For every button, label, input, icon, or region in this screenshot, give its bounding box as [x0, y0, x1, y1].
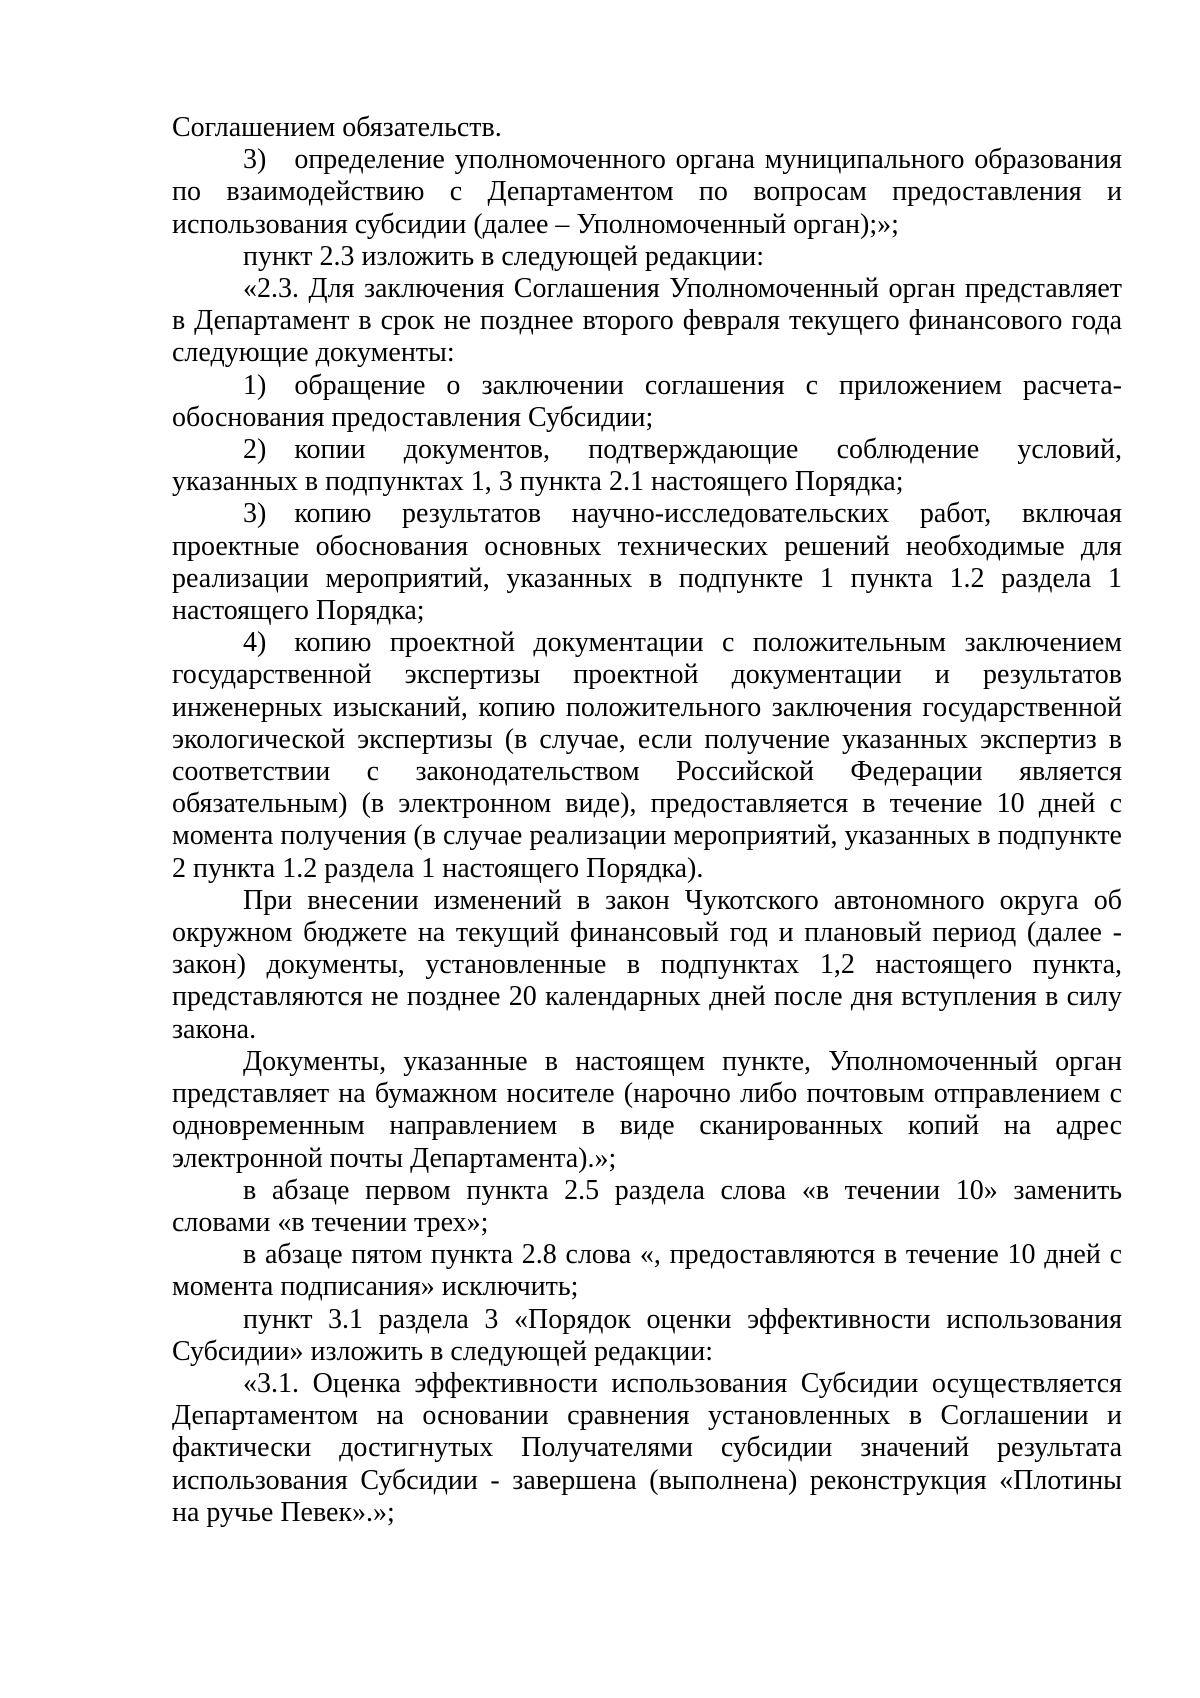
- list-item-3-authorized-body: 3) определение уполномоченного органа муниципального образования по взаимодействию с Департаментом по вопросам предоставления и использования субсидии (далее – Уполномоченный орган);»;: [172, 144, 1122, 240]
- paragraph-clause-2-5: в абзаце первом пункта 2.5 раздела слова «в течении 10» заменить словами «в течении трех»;: [172, 1174, 1122, 1238]
- paragraph-clause-3-1: «3.1. Оценка эффективности использования Субсидии осуществляется Департаментом на основании сравнения установленных в Соглашении и фактически достигнутых Получателями субсидии значений результата использования Субсидии - завершена (выполнена) реконструкция «Плотины на ручье Певек».»;: [172, 1367, 1122, 1528]
- list-item-3: 3) копию результатов научно-исследовательских работ, включая проектные обоснования основных технических решений необходимые для реализации мероприятий, указанных в подпункте 1 пункта 1.2 раздела 1 настоящего Порядка;: [172, 498, 1122, 627]
- paragraph-continuation: Соглашением обязательств.: [172, 112, 502, 143]
- paragraph-law-changes: При внесении изменений в закон Чукотского автономного округа об окружном бюджете на текущий финансовый год и плановый период (далее - закон) документы, установленные в подпунктах 1,2 настоящего пункта, представляются не позднее 20 календарных дней после дня вступления в силу закона.: [172, 884, 1122, 1045]
- paragraph-clause-2-3: «2.3. Для заключения Соглашения Уполномоченный орган представляет в Департамент в срок не позднее второго февраля текущего финансового года следующие документы:: [172, 273, 1122, 369]
- list-item-4: 4) копию проектной документации с положительным заключением государственной экспертизы проектной документации и результатов инженерных изысканий, копию положительного заключения государственной экологической экспертизы (в случае, если получение указанных экспертиз в соответствии с законодательством Российской Федерации является обязательным) (в электронном виде), предоставляется в течение 10 дней с момента получения (в случае реализации мероприятий, указанных в подпункте 2 пункта 1.2 раздела 1 настоящего Порядка).: [172, 627, 1122, 884]
- paragraph-documents-submission: Документы, указанные в настоящем пункте, Уполномоченный орган представляет на бумажном носителе (нарочно либо почтовым отправлением с одновременным направлением в виде сканированных копий на адрес электронной почты Департамента).»;: [172, 1045, 1122, 1174]
- paragraph-clause-2-3-intro: пункт 2.3 изложить в следующей редакции:: [243, 240, 764, 272]
- document-page: [172, 112, 1122, 1529]
- list-item-2: 2) копии документов, подтверждающие соблюдение условий, указанных в подпунктах 1, 3 пункта 2.1 настоящего Порядка;: [172, 434, 1122, 498]
- paragraph-clause-2-8: в абзаце пятом пункта 2.8 слова «, предоставляются в течение 10 дней с момента подписания» исключить;: [172, 1239, 1122, 1303]
- list-item-1: 1) обращение о заключении соглашения с приложением расчета-обоснования предоставления Субсидии;: [172, 369, 1122, 433]
- paragraph-clause-3-1-intro: пункт 3.1 раздела 3 «Порядок оценки эффективности использования Субсидии» изложить в следующей редакции:: [172, 1303, 1122, 1367]
